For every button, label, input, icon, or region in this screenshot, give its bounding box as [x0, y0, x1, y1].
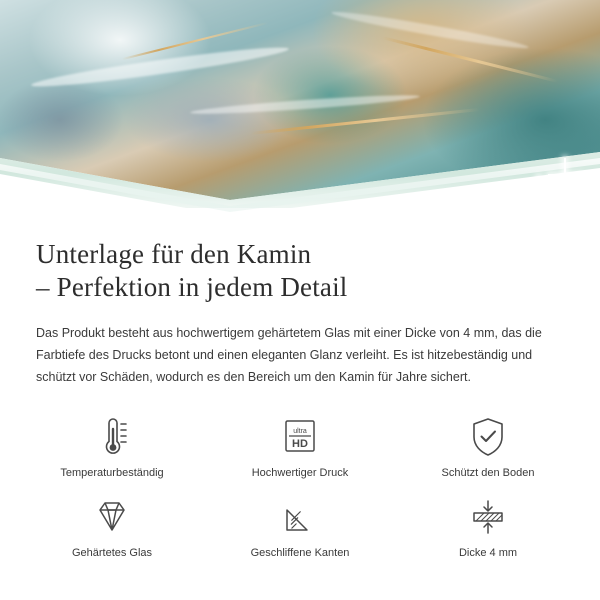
feature-label: Dicke 4 mm [458, 547, 518, 559]
shield-check-icon [465, 414, 511, 460]
feature-item-tempered-glass [18, 494, 206, 560]
feature-grid [0, 414, 600, 560]
feature-item-temperature [18, 414, 206, 480]
headline-line-2: – Perfektion in jedem Detail [36, 272, 348, 302]
feature-label: Geschliffene Kanten [250, 547, 350, 559]
feature-item-floor-protection [394, 414, 582, 480]
svg-text:ultra: ultra [293, 428, 307, 435]
feature-item-thickness [394, 494, 582, 560]
feature-item-print-quality [206, 414, 394, 480]
thickness-arrows-icon [465, 494, 511, 540]
svg-text:HD: HD [292, 438, 308, 450]
headline-line-1: Unterlage für den Kamin [36, 239, 312, 269]
thermometer-icon [89, 414, 135, 460]
diamond-icon [89, 494, 135, 540]
feature-label: Temperaturbeständig [60, 467, 164, 479]
ultra-hd-icon [277, 414, 323, 460]
sparkle-icon [530, 176, 548, 194]
description-paragraph: Das Produkt besteht aus hochwertigem gehärtetem Glas mit einer Dicke von 4 mm, das die Farbtiefe des Drucks betont und einen eleganten Glanz verleiht. Es ist hitzebeständig und schützt vor Schäden, wodurch es den Bereich um den Kamin für Jahre sichert. [36, 326, 542, 384]
feature-item-polished-edges [206, 494, 394, 560]
hero-image [0, 0, 600, 212]
feature-label: Gehärtetes Glas [71, 547, 153, 559]
polished-edges-icon [277, 494, 323, 540]
feature-label: Schützt den Boden [441, 467, 535, 479]
page-title [36, 238, 564, 304]
text-content [0, 212, 600, 388]
feature-label: Hochwertiger Druck [251, 467, 349, 479]
